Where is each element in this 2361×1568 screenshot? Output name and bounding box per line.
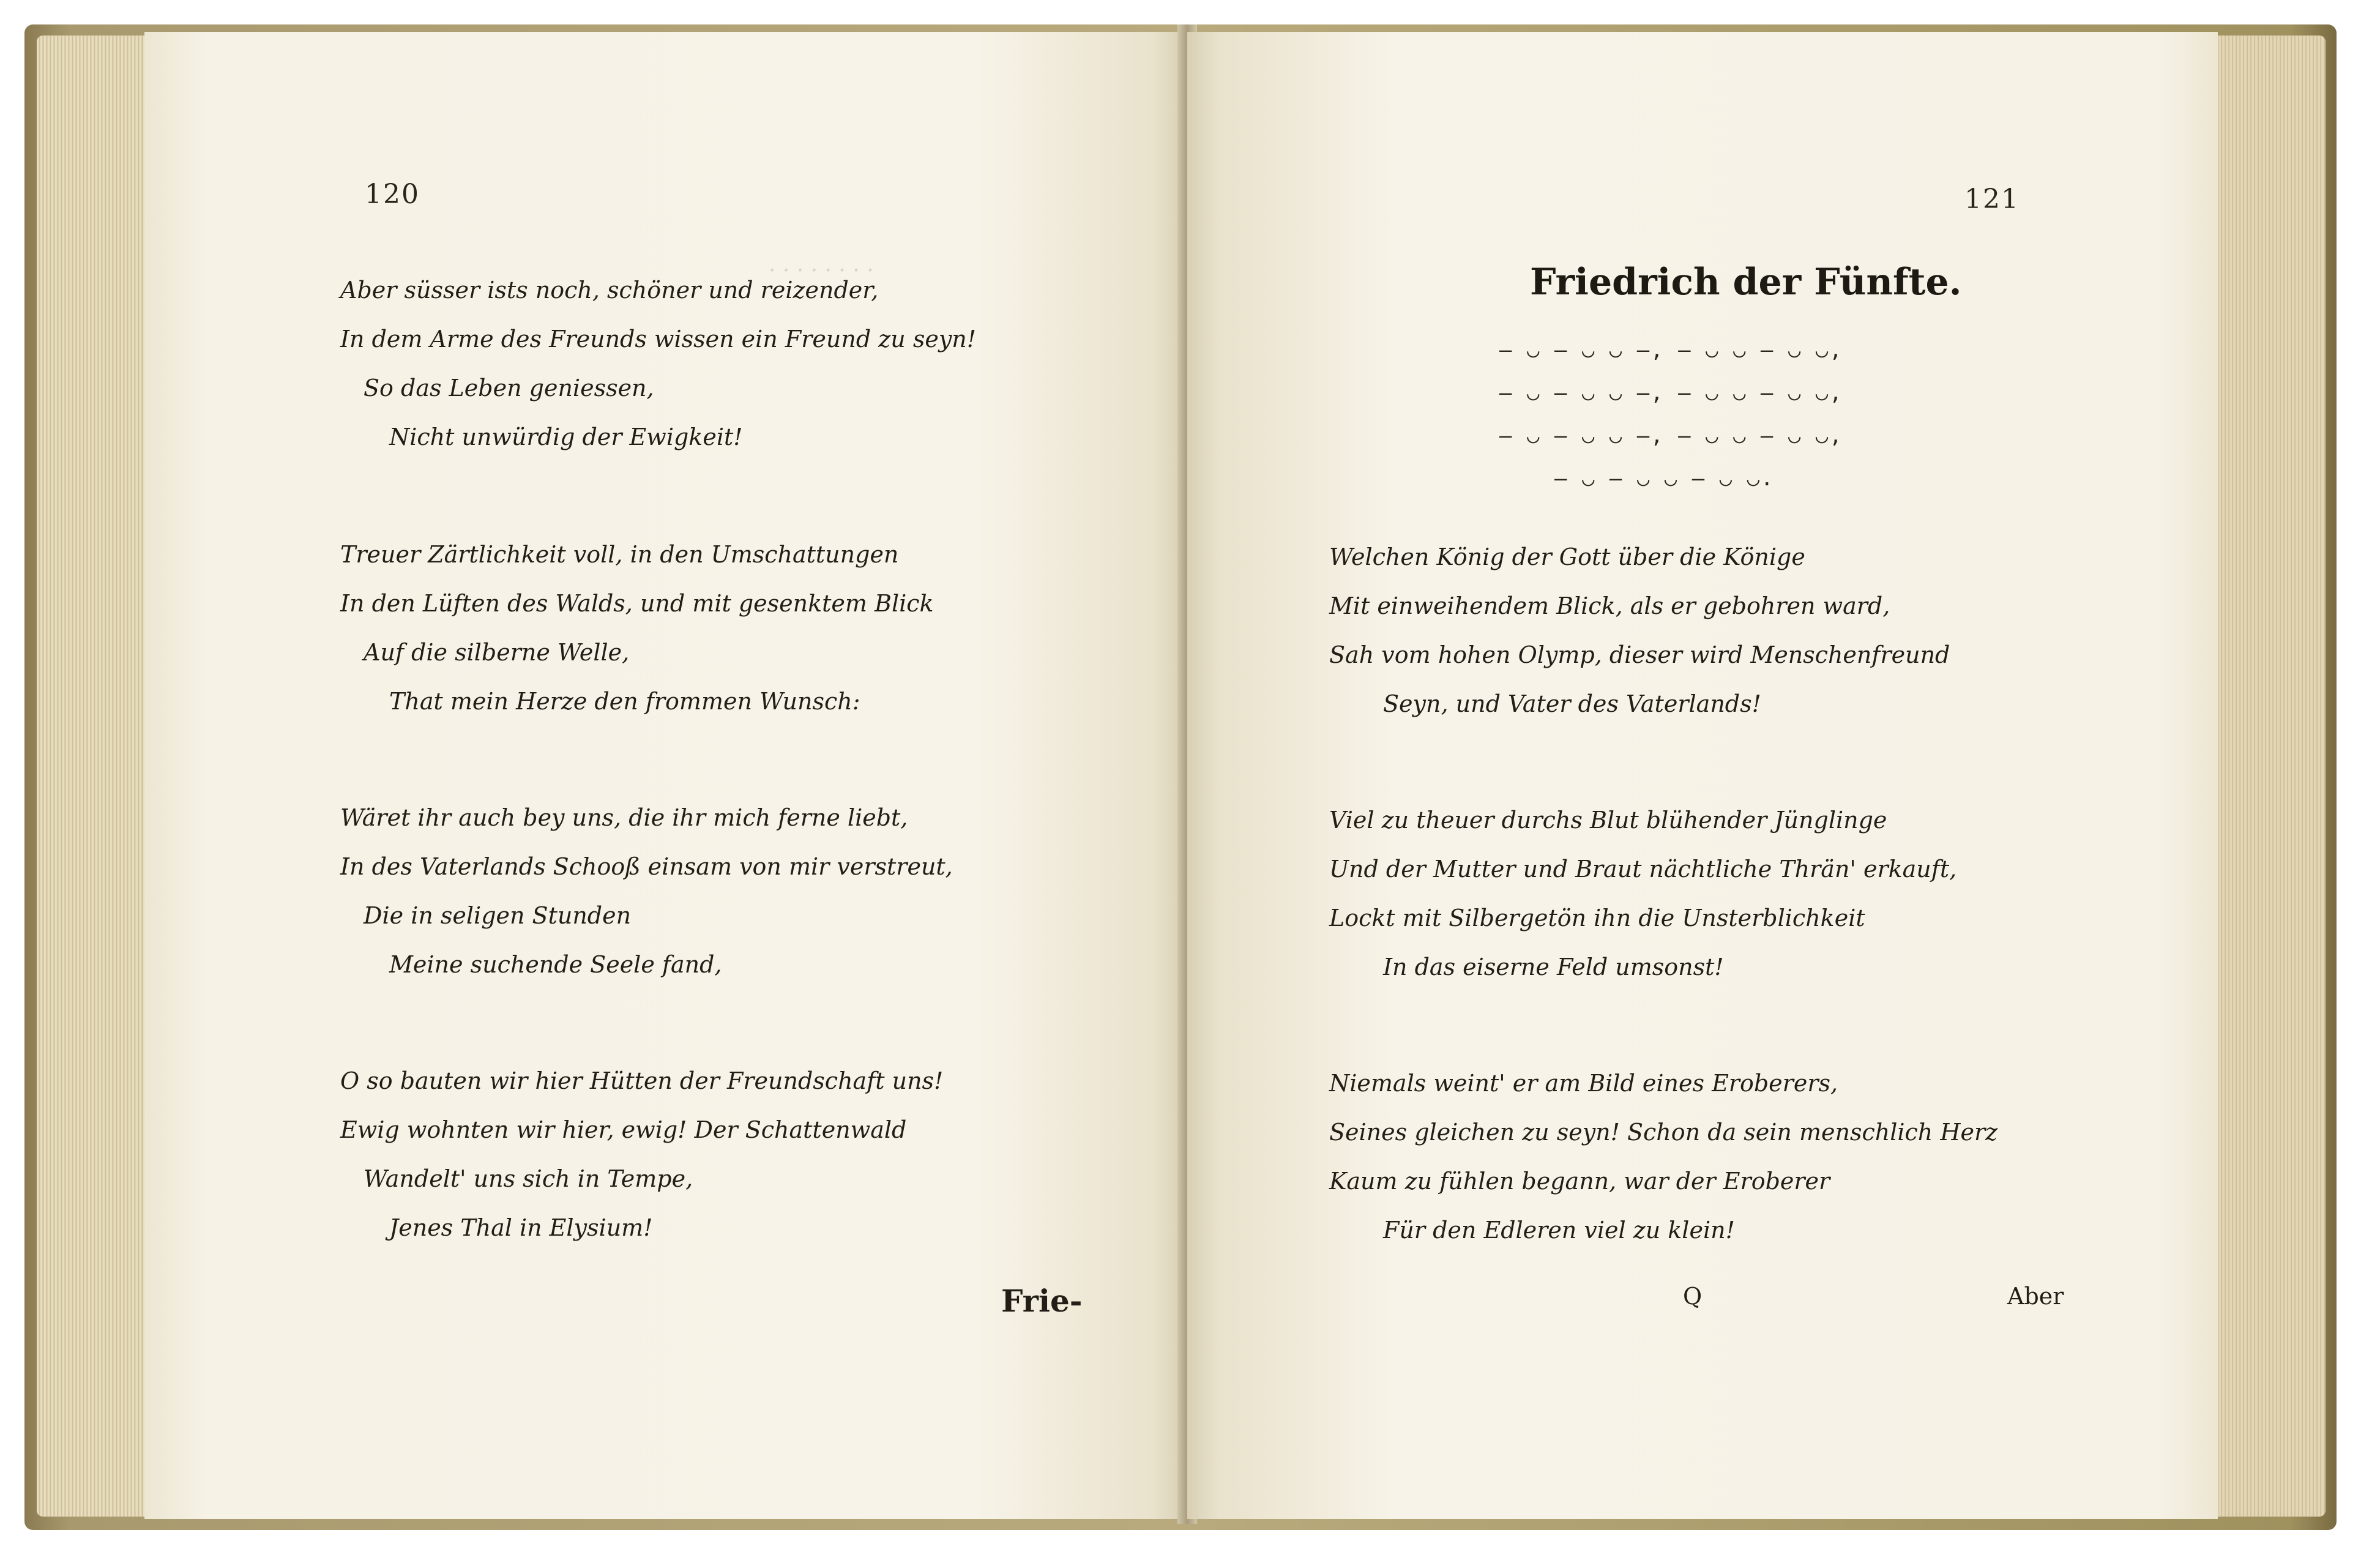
verse-line: Welchen König der Gott über die Könige — [1329, 543, 1805, 570]
verse-line: Für den Edleren viel zu klein! — [1383, 1217, 1735, 1244]
verse-line: Die in seligen Stunden — [364, 902, 632, 929]
page-edges-right — [2215, 35, 2326, 1517]
verse-line: Aber süsser ists noch, schöner und reizender, — [340, 277, 879, 304]
verse-line: In dem Arme des Freunds wissen ein Freund zu seyn! — [340, 326, 977, 353]
verse-line: Seines gleichen zu seyn! Schon da sein menschlich Herz — [1329, 1119, 1998, 1146]
verse-line: So das Leben geniessen, — [364, 375, 654, 401]
verse-line: Viel zu theuer durchs Blut blühender Jünglinge — [1329, 807, 1887, 834]
catchword-left: Frie- — [1001, 1283, 1083, 1319]
page-number-left: 120 — [365, 179, 420, 210]
verse-line: Wandelt' uns sich in Tempe, — [364, 1165, 693, 1192]
verse-line: Sah vom hohen Olymp, dieser wird Menschenfreund — [1329, 641, 1950, 668]
meter-scheme-line: — ◡ — ◡ ◡ —, — ◡ ◡ — ◡ ◡, — [1499, 338, 1843, 362]
verse-line: Meine suchende Seele fand, — [389, 951, 722, 978]
right-page — [1187, 32, 2218, 1519]
page-edges-left — [37, 35, 153, 1517]
verse-line: Mit einweihendem Blick, als er gebohren ward, — [1329, 592, 1890, 619]
verse-line: Jenes Thal in Elysium! — [389, 1214, 653, 1241]
verse-line: In das eiserne Feld umsonst! — [1383, 954, 1724, 980]
left-page — [144, 32, 1185, 1519]
verse-line: In des Vaterlands Schooß einsam von mir verstreut, — [340, 853, 953, 880]
meter-scheme-line: — ◡ — ◡ ◡ — ◡ ◡. — [1554, 466, 1775, 491]
verse-line: Kaum zu fühlen begann, war der Eroberer — [1329, 1168, 1830, 1195]
poem-title: Friedrich der Fünfte. — [1530, 261, 1962, 304]
verse-line: Wäret ihr auch bey uns, die ihr mich ferne liebt, — [340, 804, 908, 831]
verse-line: Nicht unwürdig der Ewigkeit! — [389, 424, 743, 450]
verse-line: Auf die silberne Welle, — [364, 639, 630, 666]
meter-scheme-line: — ◡ — ◡ ◡ —, — ◡ ◡ — ◡ ◡, — [1499, 381, 1843, 405]
show-through-text: · · · · · · · · — [769, 258, 874, 283]
catchword-right: Aber — [2007, 1283, 2064, 1310]
verse-line: Seyn, und Vater des Vaterlands! — [1383, 690, 1761, 717]
verse-line: Ewig wohnten wir hier, ewig! Der Schattenwald — [340, 1116, 907, 1143]
verse-line: O so bauten wir hier Hütten der Freundschaft uns! — [340, 1067, 944, 1094]
verse-line: Und der Mutter und Braut nächtliche Thrän' erkauft, — [1329, 856, 1957, 883]
verse-line: That mein Herze den frommen Wunsch: — [389, 688, 860, 715]
verse-line: Lockt mit Silbergetön ihn die Unsterblichkeit — [1329, 905, 1865, 931]
verse-line: Treuer Zärtlichkeit voll, in den Umschattungen — [340, 541, 899, 568]
page-number-right: 121 — [1964, 184, 2020, 215]
signature-mark: Q — [1683, 1283, 1703, 1310]
verse-line: Niemals weint' er am Bild eines Eroberers, — [1329, 1070, 1838, 1097]
verse-line: In den Lüften des Walds, und mit gesenktem Blick — [340, 590, 934, 617]
meter-scheme-line: — ◡ — ◡ ◡ —, — ◡ ◡ — ◡ ◡, — [1499, 424, 1843, 448]
